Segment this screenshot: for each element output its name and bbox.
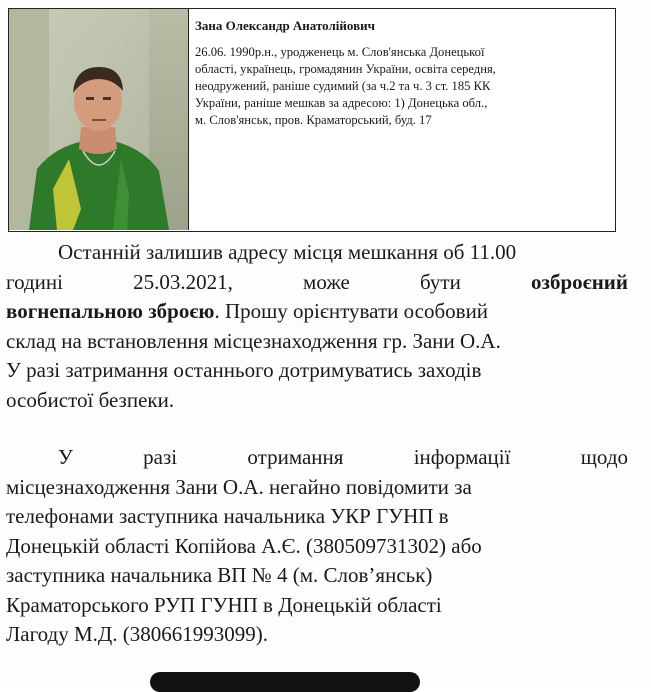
paragraph-line: Останній залишив адресу місця мешкання об 11.00 bbox=[58, 240, 517, 264]
emphasis-text: вогнепальною зброєю bbox=[6, 299, 215, 323]
word: годині bbox=[6, 269, 63, 294]
emphasis-text: озброєний bbox=[531, 269, 628, 294]
person-details-line: України, раніше мешкав за адресою: 1) Донецька обл., bbox=[195, 96, 488, 110]
person-info bbox=[195, 13, 613, 227]
paragraph-line bbox=[6, 297, 628, 327]
paragraph-line: склад на встановлення місцезнаходження гр. Зани О.А. bbox=[6, 328, 501, 353]
paragraph-text: . Прошу орієнтувати особовий bbox=[214, 299, 489, 323]
person-details-line: області, українець, громадянин України, освіта середня, bbox=[195, 62, 496, 76]
person-details bbox=[195, 44, 613, 129]
paragraph-line: місцезнаходження Зани О.А. негайно повідомити за bbox=[6, 474, 472, 499]
word: інформації bbox=[413, 445, 511, 469]
word: разі bbox=[143, 445, 178, 469]
paragraph-line: Донецькій області Копійова А.Є. (380509731302) або bbox=[6, 533, 482, 558]
paragraph-line bbox=[6, 268, 628, 298]
paragraph-line: У разі затримання останнього дотримуватись заходів bbox=[6, 358, 482, 382]
person-photo bbox=[9, 9, 189, 230]
word: У bbox=[58, 445, 73, 469]
word: щодо bbox=[580, 445, 629, 469]
paragraph-line: особистої безпеки. bbox=[6, 387, 175, 412]
paragraph-line: Краматорського РУП ГУНП в Донецькій області bbox=[6, 592, 442, 617]
person-details-line: неодружений, раніше судимий (за ч.2 та ч. 3 ст. 185 КК bbox=[195, 79, 491, 93]
paragraph-gap bbox=[6, 415, 628, 443]
paragraph-line: Лагоду М.Д. (380661993099). bbox=[6, 622, 268, 646]
bottom-overlay-bar bbox=[150, 672, 420, 692]
person-details-line: м. Слов'янськ, пров. Краматорський, буд. 17 bbox=[195, 113, 432, 127]
word: може bbox=[303, 269, 350, 294]
paragraph-line: заступника начальника ВП № 4 (м. Слов’янськ) bbox=[6, 563, 433, 587]
person-name: Зана Олександр Анатолійович bbox=[195, 18, 375, 33]
paragraph-line bbox=[6, 443, 628, 473]
word: отримання bbox=[247, 445, 344, 469]
wanted-person-card bbox=[8, 8, 616, 232]
paragraph-line: телефонами заступника начальника УКР ГУНП в bbox=[6, 504, 449, 528]
person-details-line: 26.06. 1990р.н., уродженець м. Слов'янська Донецької bbox=[195, 45, 485, 59]
person-photo-image bbox=[9, 9, 189, 230]
word: бути bbox=[420, 269, 461, 294]
notice-body bbox=[6, 238, 628, 650]
date: 25.03.2021, bbox=[133, 269, 233, 294]
